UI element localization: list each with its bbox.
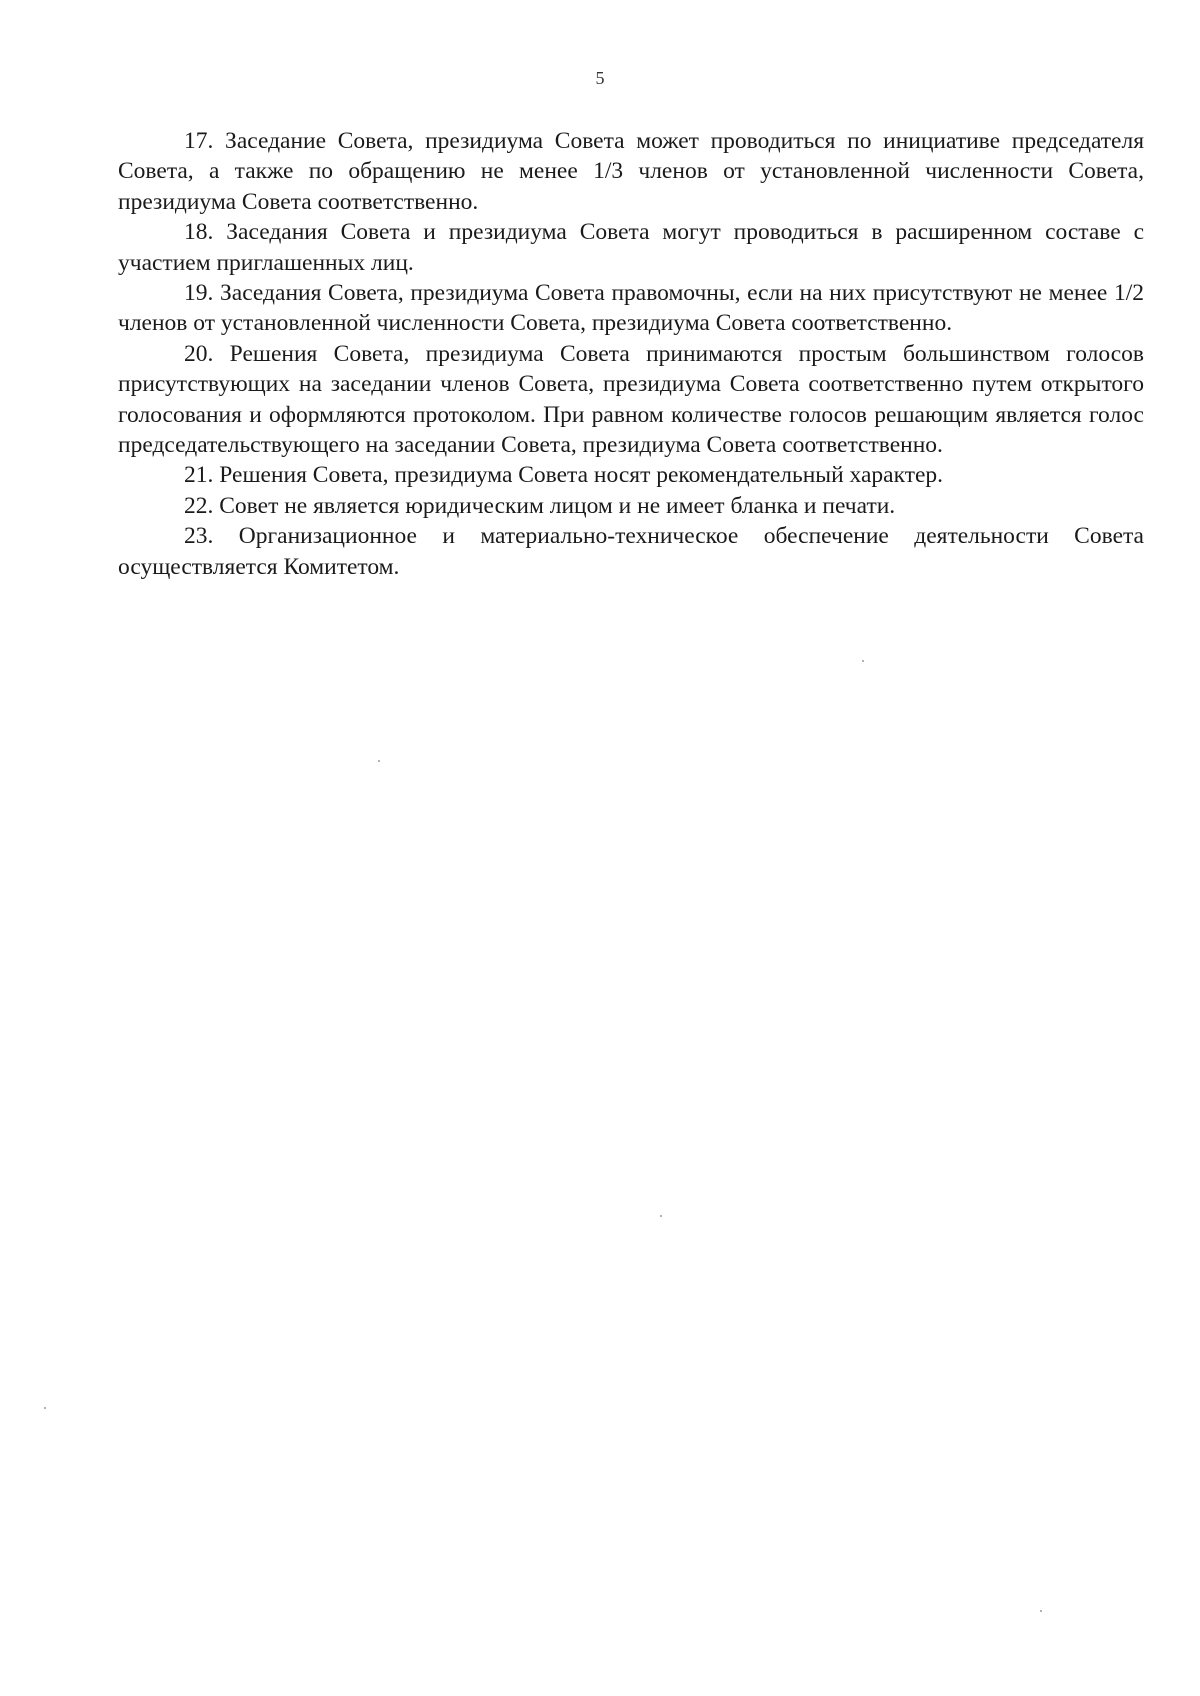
paragraph-18: 18. Заседания Совета и президиума Совета могут проводиться в расширенном составе с участием приглашенных лиц. (118, 219, 1144, 276)
paragraph-21: 21. Решения Совета, президиума Совета носят рекомендательный характер. (184, 462, 944, 489)
paragraph-19: 19. Заседания Совета, президиума Совета правомочны, если на них присутствуют не менее 1/2 членов от установленной численности Совета, президиума Совета соответственно. (118, 280, 1144, 337)
page-number: 5 (595, 68, 605, 88)
paragraph-22: 22. Совет не является юридическим лицом и не имеет бланка и печати. (184, 492, 896, 519)
scan-speck (44, 1407, 46, 1409)
scan-speck (1040, 1610, 1042, 1612)
document-body (118, 126, 1144, 582)
paragraph-17: 17. Заседание Совета, президиума Совета может проводиться по инициативе председателя Совета, а также по обращению не менее 1/3 членов от установленной численности Совета, президиума Совета соответственно. (118, 128, 1144, 215)
scan-speck (378, 760, 380, 762)
paragraph-23: 23. Организационное и материально-техническое обеспечение деятельности Совета осуществляется Комитетом. (118, 523, 1144, 580)
scan-speck (660, 1215, 662, 1217)
scan-speck (862, 660, 864, 662)
paragraph-20: 20. Решения Совета, президиума Совета принимаются простым большинством голосов присутствующих на заседании членов Совета, президиума Совета соответственно путем открытого голосования и оформляются протоколом. При равном количестве голосов решающим является голос председательствующего на заседании Совета, президиума Совета соответственно. (118, 340, 1144, 459)
